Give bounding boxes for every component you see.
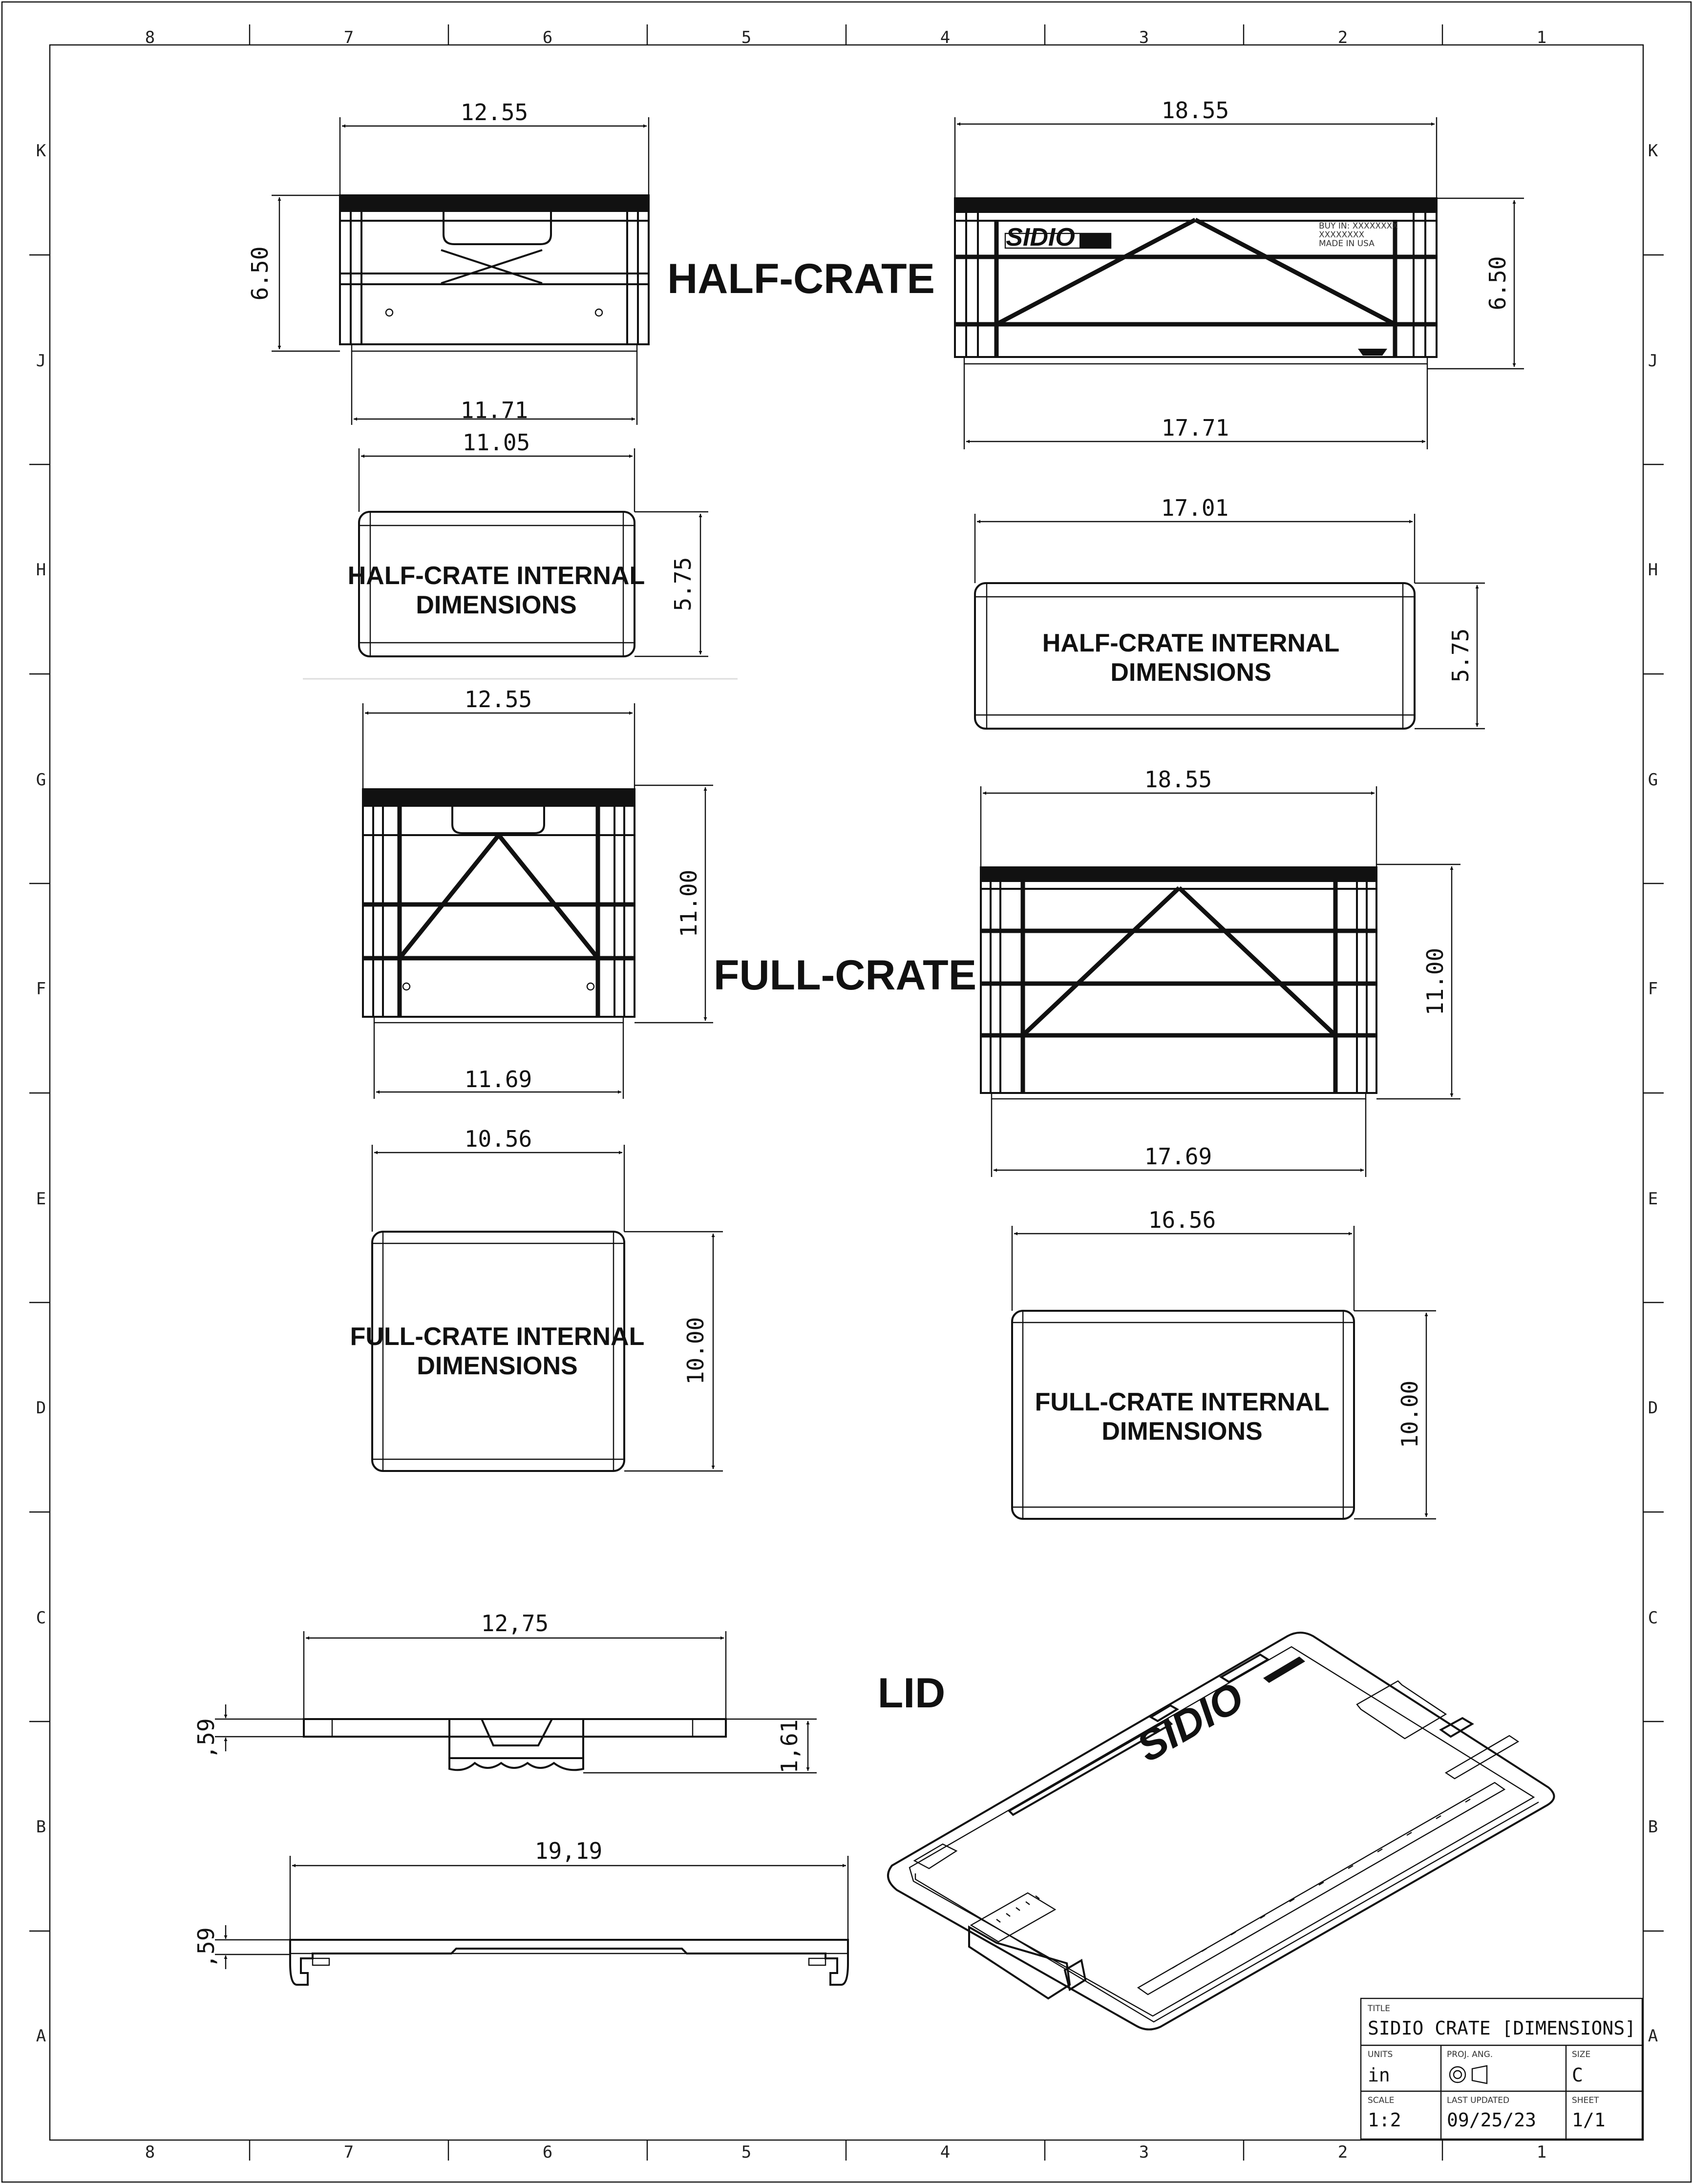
half-front-label-line: MADE IN USA: [1319, 239, 1375, 249]
grid-row-label: F: [1648, 979, 1658, 999]
dim-half-side-height: 6.50: [247, 246, 273, 301]
half-crate-title: HALF-CRATE: [667, 255, 935, 302]
scale-label: SCALE: [1368, 2096, 1395, 2105]
half-front-label-line: XXXXXXXX: [1319, 230, 1365, 240]
grid-col-label: 2: [1337, 2142, 1348, 2162]
dim-full-internal-front-width: 16.56: [1148, 1207, 1216, 1233]
half-crate-internal-side: [348, 429, 708, 656]
dim-lid-side-total: 1,61: [776, 1719, 803, 1774]
half-crate-side-view: [247, 99, 649, 425]
grid-row-label: F: [36, 979, 46, 999]
grid-col-label: 4: [940, 28, 951, 47]
last-updated-label: LAST UPDATED: [1447, 2096, 1510, 2105]
grid-col-label: 5: [741, 2142, 752, 2162]
grid-col-label: 7: [343, 28, 354, 47]
grid-col-label: 1: [1536, 28, 1547, 47]
lid-front-view: [193, 1838, 848, 1985]
sheet-border: [2, 2, 1691, 2182]
dim-lid-front-width: 19,19: [534, 1838, 603, 1864]
dim-half-front-top: 18.55: [1161, 97, 1229, 124]
grid-row-label: B: [1648, 1817, 1658, 1837]
half-internal-side-label: HALF-CRATE INTERNAL: [347, 562, 645, 590]
grid-row-label: H: [36, 560, 46, 580]
grid-row-label: A: [36, 2026, 46, 2046]
lid-title: LID: [877, 1670, 946, 1717]
grid-row-label: G: [36, 770, 46, 790]
grid-row-label: H: [1648, 560, 1658, 580]
grid-row-label: C: [36, 1608, 46, 1628]
full-crate-front-view: [981, 766, 1460, 1177]
title-label: TITLE: [1368, 2004, 1390, 2014]
scale-value: 1:2: [1368, 2109, 1401, 2131]
grid-row-label: C: [1648, 1608, 1658, 1628]
full-crate-internal-side: [350, 1126, 723, 1471]
grid-row-label: K: [1648, 141, 1658, 161]
full-internal-front-label: DIMENSIONS: [1101, 1417, 1263, 1446]
dim-full-side-top: 12.55: [464, 686, 532, 713]
dim-half-side-top: 12.55: [460, 99, 529, 126]
grid-row-label: E: [36, 1189, 46, 1209]
grid-row-label: D: [36, 1398, 46, 1418]
grid-col-label: 6: [542, 2142, 553, 2162]
full-internal-side-label: FULL-CRATE INTERNAL: [350, 1323, 645, 1351]
grid-col-label: 7: [343, 2142, 354, 2162]
dim-half-side-bottom: 11.71: [460, 397, 529, 423]
dim-half-internal-front-height: 5.75: [1447, 628, 1474, 683]
last-updated-value: 09/25/23: [1447, 2109, 1537, 2131]
dim-half-internal-side-height: 5.75: [670, 557, 696, 611]
grid-row-label: J: [1648, 351, 1658, 371]
grid-col-label: 4: [940, 2142, 951, 2162]
size-label: SIZE: [1572, 2050, 1591, 2059]
dim-half-front-bottom: 17.71: [1161, 415, 1229, 441]
title-block: [1361, 1998, 1642, 2139]
dim-lid-front-thickness: ,59: [193, 1927, 219, 1968]
proj-angle-label: PROJ. ANG.: [1447, 2050, 1493, 2059]
half-internal-side-label: DIMENSIONS: [416, 591, 577, 619]
grid-col-label: 6: [542, 28, 553, 47]
dim-full-internal-side-height: 10.00: [682, 1317, 709, 1385]
half-internal-front-label: HALF-CRATE INTERNAL: [1042, 629, 1340, 657]
dim-lid-side-width: 12,75: [481, 1610, 549, 1637]
dim-full-internal-front-height: 10.00: [1397, 1380, 1423, 1449]
lid-iso-brand: SIDIO: [1129, 1673, 1252, 1771]
grid-row-label: K: [36, 141, 46, 161]
grid-ticks: [29, 24, 1664, 2161]
sheet-value: 1/1: [1572, 2109, 1606, 2131]
dim-lid-side-thickness: ,59: [193, 1718, 219, 1759]
half-crate-front-view: [955, 97, 1524, 449]
grid-row-label: A: [1648, 2026, 1658, 2046]
units-value: in: [1368, 2064, 1390, 2086]
dim-half-internal-side-width: 11.05: [462, 429, 530, 456]
units-label: UNITS: [1368, 2050, 1393, 2059]
grid-row-label: B: [36, 1817, 46, 1837]
grid-col-label: 2: [1337, 28, 1348, 47]
dim-full-internal-side-width: 10.56: [464, 1126, 532, 1152]
half-front-label-line: BUY IN: XXXXXXXX: [1319, 221, 1398, 231]
full-internal-side-label: DIMENSIONS: [417, 1352, 578, 1380]
grid-col-label: 8: [145, 2142, 155, 2162]
sheet-label: SHEET: [1572, 2096, 1599, 2105]
grid-col-label: 1: [1536, 2142, 1547, 2162]
dim-full-front-height: 11.00: [1422, 947, 1448, 1016]
size-value: C: [1572, 2064, 1583, 2086]
lid-side-view: [193, 1610, 817, 1773]
dim-full-front-bottom: 17.69: [1144, 1143, 1212, 1170]
full-crate-title: FULL-CRATE: [713, 952, 977, 999]
half-front-brand: SIDIO: [1006, 223, 1075, 252]
dim-full-side-height: 11.00: [676, 869, 702, 938]
full-crate-internal-front: [1012, 1207, 1436, 1519]
grid-row-label: J: [36, 351, 46, 371]
projection-icon: [1450, 2066, 1487, 2083]
grid-col-label: 5: [741, 28, 752, 47]
half-internal-front-label: DIMENSIONS: [1110, 658, 1271, 687]
dim-full-front-top: 18.55: [1144, 766, 1212, 793]
full-internal-front-label: FULL-CRATE INTERNAL: [1035, 1388, 1330, 1416]
dim-full-side-bottom: 11.69: [464, 1066, 532, 1092]
lid-isometric-view: [888, 1633, 1554, 2030]
half-crate-internal-front: [975, 495, 1485, 729]
grid-col-label: 3: [1139, 28, 1149, 47]
grid-row-label: E: [1648, 1189, 1658, 1209]
title-value: SIDIO CRATE [DIMENSIONS]: [1368, 2017, 1636, 2039]
grid-row-label: G: [1648, 770, 1658, 790]
grid-col-label: 3: [1139, 2142, 1149, 2162]
full-crate-side-view: [363, 686, 713, 1099]
dim-half-front-height: 6.50: [1484, 256, 1511, 311]
grid-col-label: 8: [145, 28, 155, 47]
grid-row-label: D: [1648, 1398, 1658, 1418]
dim-half-internal-front-width: 17.01: [1161, 495, 1229, 521]
